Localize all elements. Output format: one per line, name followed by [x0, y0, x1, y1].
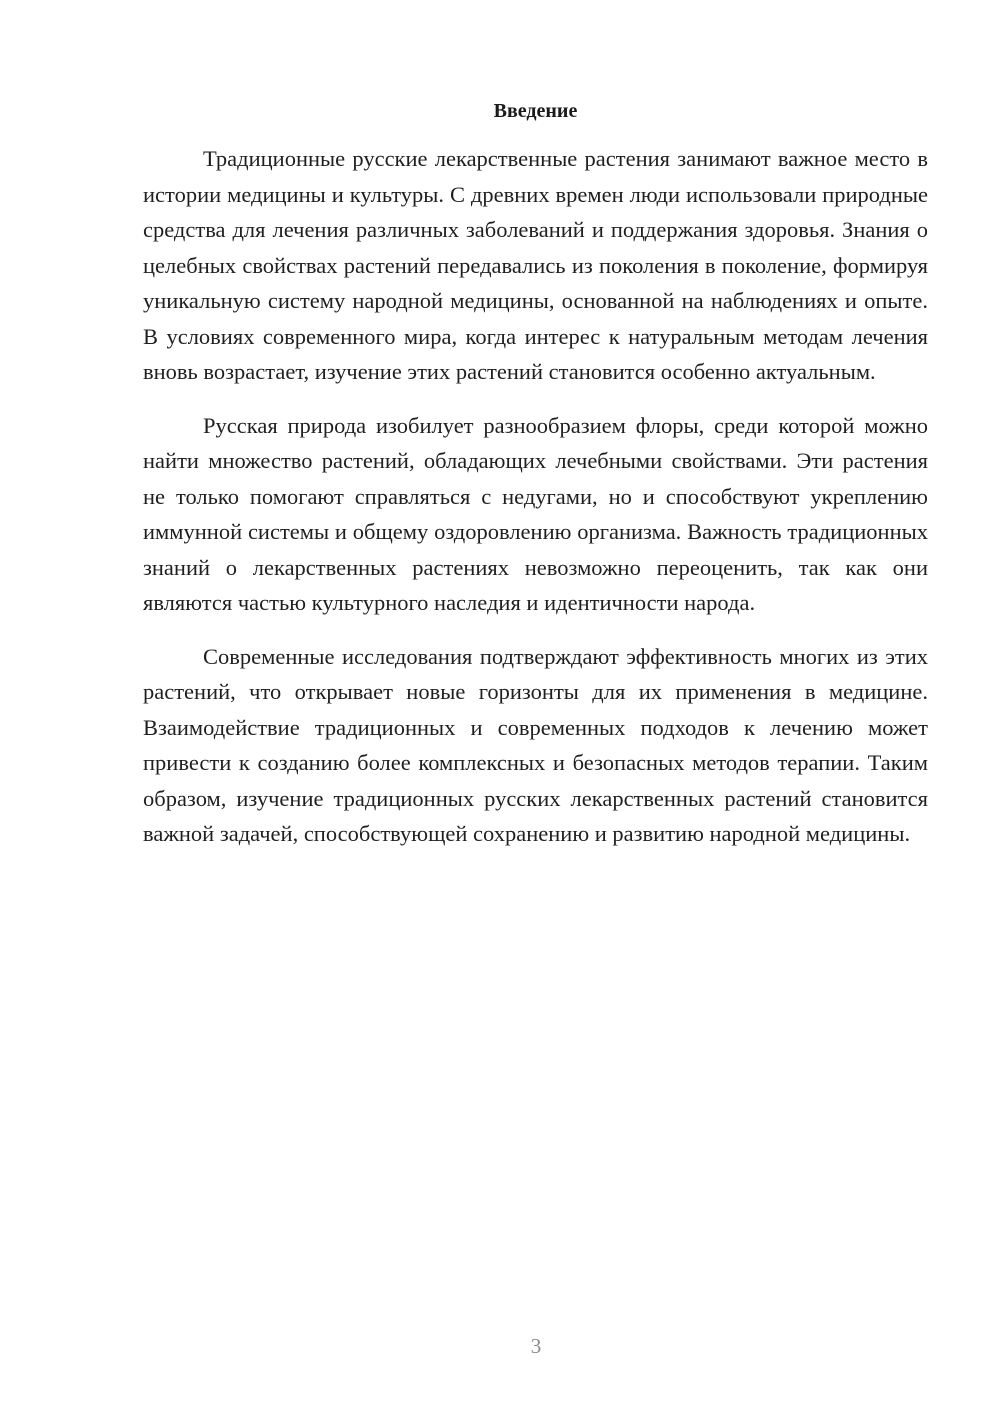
section-heading: Введение [493, 100, 578, 122]
paragraph-2: Русская природа изобилует разнообразием флоры, среди которой можно найти множество растений, обладающих лечебными свойствами. Эти растения не только помогают справляться с недугами, но и способствуют укреплению иммунной системы и общему оздоровлению организма. Важность традиционных знаний о лекарственных растениях невозможно переоценить, так как они являются частью культурного наследия и идентичности народа. [143, 412, 928, 615]
body-text [143, 141, 928, 870]
paragraph-3: Современные исследования подтверждают эффективность многих из этих растений, что открывает новые горизонты для их применения в медицине. Взаимодействие традиционных и современных подходов к лечению может привести к созданию более комплексных и безопасных методов терапии. Таким образом, изучение традиционных русских лекарственных растений становится важной задачей, способствующей сохранению и развитию народной медицины. [143, 643, 928, 846]
paragraph-1: Традиционные русские лекарственные растения занимают важное место в истории медицины и культуры. С древних времен люди использовали природные средства для лечения различных заболеваний и поддержания здоровья. Знания о целебных свойствах растений передавались из поколения в поколение, формируя уникальную систему народной медицины, основанной на наблюдениях и опыте. В условиях современного мира, когда интерес к натуральным методам лечения вновь возрастает, изучение этих растений становится особенно актуальным. [143, 146, 928, 384]
page-number: 3 [530, 1334, 542, 1358]
